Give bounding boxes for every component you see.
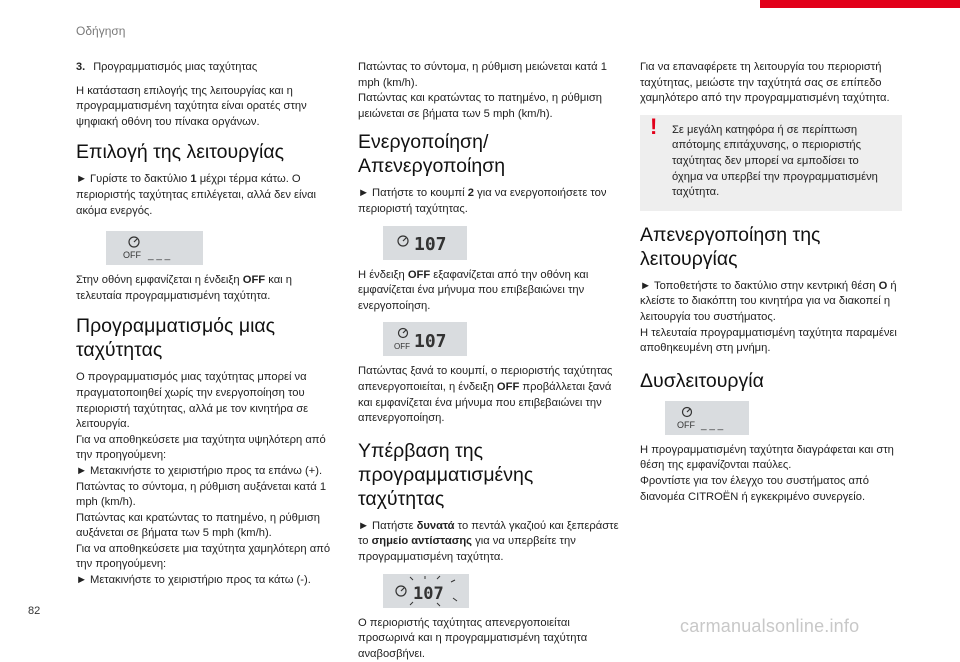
paragraph: ► Μετακινήστε το χειριστήριο προς τα κάτω (-). xyxy=(76,573,336,589)
display-off-speed-icon xyxy=(383,322,467,356)
paragraph: Στην οθόνη εμφανίζεται η ένδειξη OFF και η τελευταία προγραμματισμένη ταχύτητα. xyxy=(76,273,336,304)
paragraph: Πατώντας ξανά το κουμπί, ο περιοριστής ταχύτητας απενεργοποιείται, η ένδειξη OFF προβάλλεται ξανά και εμφανίζεται ένα μήνυμα που επιβεβαιώνει την απενεργοποίηση. xyxy=(358,364,620,426)
arrow-icon: ► xyxy=(640,279,654,295)
heading-deactivation: Απενεργοποίηση της λειτουργίας xyxy=(640,223,902,271)
paragraph: Η κατάσταση επιλογής της λειτουργίας και η προγραμματισμένη ταχύτητα είναι ορατές στην ψηφιακή οθόνη του πίνακα οργάνων. xyxy=(76,84,336,131)
header-accent-bar xyxy=(760,0,960,8)
column-2 xyxy=(358,60,620,662)
arrow-icon: ► xyxy=(358,519,372,535)
page-number: 82 xyxy=(28,605,40,617)
svg-text:107: 107 xyxy=(413,584,444,604)
svg-text:OFF: OFF xyxy=(394,342,410,351)
heading-select-mode: Επιλογή της λειτουργίας xyxy=(76,140,336,164)
heading-malfunction: Δυσλειτουργία xyxy=(640,369,902,393)
arrow-icon: ► xyxy=(358,186,372,202)
paragraph: ► Πατήστε δυνατά το πεντάλ γκαζιού και ξεπεράστε το σημείο αντίστασης για να υπερβείτε την προγραμματισμένη ταχύτητα. xyxy=(358,519,620,566)
svg-text:_ _ _: _ _ _ xyxy=(700,420,724,431)
step-3 xyxy=(76,60,336,76)
paragraph: Για να αποθηκεύσετε μια ταχύτητα χαμηλότερη από την προηγούμενη: xyxy=(76,542,336,573)
warning-icon: ! xyxy=(650,119,657,135)
watermark: carmanualsonline.info xyxy=(680,616,859,637)
arrow-icon: ► xyxy=(76,172,90,188)
svg-text:107: 107 xyxy=(414,234,447,255)
paragraph: Για να αποθηκεύσετε μια ταχύτητα υψηλότερη από την προηγούμενη: xyxy=(76,433,336,464)
display-flashing-icon xyxy=(383,574,469,608)
display-fault-icon xyxy=(665,401,749,435)
svg-text:OFF: OFF xyxy=(123,250,141,260)
paragraph: ► Γυρίστε το δακτύλιο 1 μέχρι τέρμα κάτω. Ο περιοριστής ταχύτητας επιλέγεται, αλλά δεν είναι ακόμα ενεργός. xyxy=(76,172,336,219)
display-active-icon xyxy=(383,226,467,260)
paragraph: ► Τοποθετήστε το δακτύλιο στην κεντρική θέση O ή κλείστε το διακόπτη του κινητήρα για να διακοπεί η λειτουργία του συστήματος. xyxy=(640,279,902,326)
paragraph: Πατώντας και κρατώντας το πατημένο, η ρύθμιση αυξάνεται σε βήματα των 5 mph (km/h). xyxy=(76,511,336,542)
warning-box xyxy=(640,115,902,211)
paragraph: Πατώντας το σύντομα, η ρύθμιση μειώνεται κατά 1 mph (km/h). xyxy=(358,60,620,91)
display-off-icon xyxy=(106,231,203,265)
svg-text:107: 107 xyxy=(414,331,447,352)
paragraph: ► Μετακινήστε το χειριστήριο προς τα επάνω (+). xyxy=(76,464,336,480)
paragraph: Πατώντας και κρατώντας το πατημένο, η ρύθμιση μειώνεται σε βήματα των 5 mph (km/h). xyxy=(358,91,620,122)
paragraph: Ο περιοριστής ταχύτητας απενεργοποιείται προσωρινά και η προγραμματισμένη ταχύτητα αναβοσβήνει. xyxy=(358,616,620,662)
page-section-title: Οδήγηση xyxy=(76,24,125,38)
paragraph: Η τελευταία προγραμματισμένη ταχύτητα παραμένει αποθηκευμένη στη μνήμη. xyxy=(640,326,902,357)
svg-text:OFF: OFF xyxy=(677,420,695,430)
warning-text: Σε μεγάλη κατηφόρα ή σε περίπτωση απότομης επιτάχυνσης, ο περιοριστής ταχύτητας δεν μπορεί να εμποδίσει το όχημα να υπερβεί την προγραμματισμένη ταχύτητα. xyxy=(652,123,892,201)
heading-exceed: Υπέρβαση της προγραμματισμένης ταχύτητας xyxy=(358,439,620,511)
svg-text:_ _ _: _ _ _ xyxy=(147,250,171,261)
step-number: 3. xyxy=(76,60,85,76)
arrow-icon: ► xyxy=(76,573,90,589)
step-text: Προγραμματισμός μιας ταχύτητας xyxy=(93,60,257,76)
paragraph: Η προγραμματισμένη ταχύτητα διαγράφεται και στη θέση της εμφανίζονται παύλες. xyxy=(640,443,902,474)
paragraph: ► Πατήστε το κουμπί 2 για να ενεργοποιήσετε τον περιοριστή ταχύτητας. xyxy=(358,186,620,217)
paragraph: Για να επαναφέρετε τη λειτουργία του περιοριστή ταχύτητας, μειώστε την ταχύτητά σας σε επίπεδο χαμηλότερο από την προγραμματισμένη ταχύτητα. xyxy=(640,60,902,107)
paragraph: Ο προγραμματισμός μιας ταχύτητας μπορεί να πραγματοποιηθεί χωρίς την ενεργοποίηση του περιοριστή ταχύτητας, αλλά με τον κινητήρα σε λειτουργία. xyxy=(76,370,336,432)
heading-programming: Προγραμματισμός μιας ταχύτητας xyxy=(76,314,336,362)
paragraph: Φροντίστε για τον έλεγχο του συστήματος από διανομέα CITROËN ή εγκεκριμένο συνεργείο. xyxy=(640,474,902,505)
paragraph: Η ένδειξη OFF εξαφανίζεται από την οθόνη και εμφανίζεται ένα μήνυμα που επιβεβαιώνει την ενεργοποίηση. xyxy=(358,268,620,315)
arrow-icon: ► xyxy=(76,464,90,480)
column-3 xyxy=(640,60,902,505)
paragraph: Πατώντας το σύντομα, η ρύθμιση αυξάνεται κατά 1 mph (km/h). xyxy=(76,480,336,511)
heading-activation: Ενεργοποίηση/ Απενεργοποίηση xyxy=(358,130,620,178)
column-1 xyxy=(76,60,336,589)
